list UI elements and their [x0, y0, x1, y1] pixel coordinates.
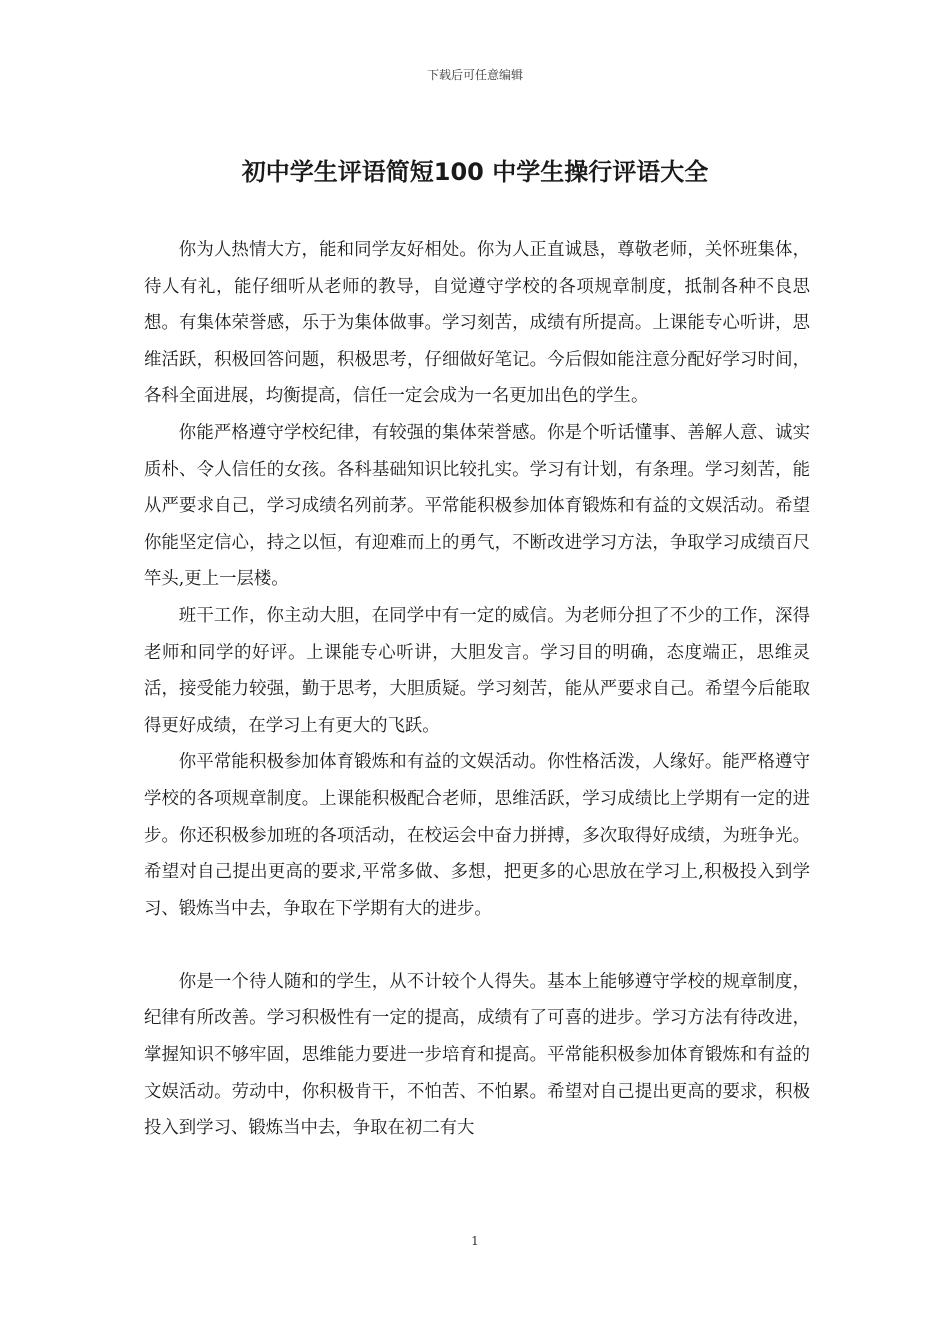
- paragraph-spacer: [144, 927, 810, 964]
- page-number: 1: [471, 1234, 479, 1248]
- paragraph: 你为人热情大方，能和同学友好相处。你为人正直诚恳，尊敬老师，关怀班集体，待人有礼，能仔细听从老师的教导，自觉遵守学校的各项规章制度，抵制各种不良思想。有集体荣誉感，乐于为集体做事。学习刻苦，成绩有所提高。上课能专心听讲，思维活跃，积极回答问题，积极思考，仔细做好笔记。今后假如能注意分配好学习时间，各科全面进展，均衡提高，信任一定会成为一名更加出色的学生。: [144, 240, 810, 407]
- paragraph: 你平常能积极参加体育锻炼和有益的文娱活动。你性格活泼，人缘好。能严格遵守学校的各项规章制度。上课能积极配合老师，思维活跃，学习成绩比上学期有一定的进步。你还积极参加班的各项活动，在校运会中奋力拼搏，多次取得好成绩，为班争光。希望对自己提出更高的要求,平常多做、多想，把更多的心思放在学习上,积极投入到学习、锻炼当中去，争取在下学期有大的进步。: [144, 752, 810, 919]
- paragraph: 班干工作，你主动大胆，在同学中有一定的威信。为老师分担了不少的工作，深得老师和同学的好评。上课能专心听讲，大胆发言。学习目的明确，态度端正，思维灵活，接受能力较强，勤于思考，大胆质疑。学习刻苦，能从严要求自己。希望今后能取得更好成绩，在学习上有更大的飞跃。: [144, 605, 810, 736]
- paragraph: 你是一个待人随和的学生，从不计较个人得失。基本上能够遵守学校的规章制度，纪律有所改善。学习积极性有一定的提高，成绩有了可喜的进步。学习方法有待改进，掌握知识不够牢固，思维能力要进一步培育和提高。平常能积极参加体育锻炼和有益的文娱活动。劳动中，你积极肯干，不怕苦、不怕累。希望对自己提出更高的要求，积极投入到学习、锻炼当中去，争取在初二有大: [144, 971, 810, 1139]
- paragraph: 你能严格遵守学校纪律，有较强的集体荣誉感。你是个听话懂事、善解人意、诚实质朴、令人信任的女孩。各科基础知识比较扎实。学习有计划，有条理。学习刻苦，能从严要求自己，学习成绩名列前茅。平常能积极参加体育锻炼和有益的文娱活动。希望你能坚定信心，持之以恒，有迎难而上的勇气，不断改进学习方法，争取学习成绩百尺竿头,更上一层楼。: [144, 422, 810, 590]
- document-body: [144, 232, 810, 1147]
- header-note: 下载后可任意编辑: [426, 68, 523, 82]
- page-title: 初中学生评语简短100 中学生操行评语大全: [241, 158, 709, 186]
